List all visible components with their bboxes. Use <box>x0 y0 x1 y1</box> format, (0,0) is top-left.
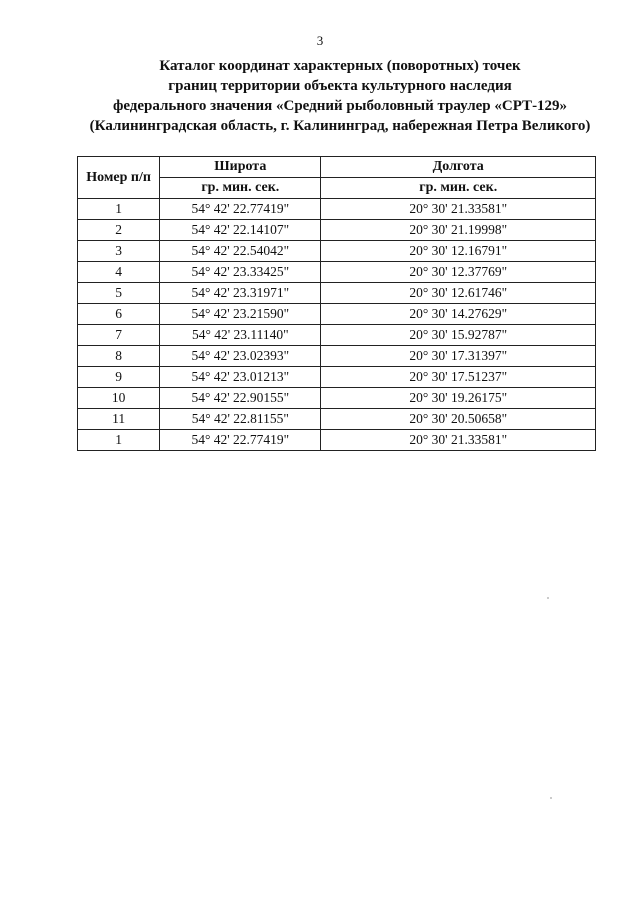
point-number-cell: 7 <box>78 325 160 346</box>
longitude-cell: 20° 30' 19.26175" <box>321 388 596 409</box>
longitude-cell: 20° 30' 21.19998" <box>321 220 596 241</box>
table-row <box>78 241 596 262</box>
longitude-cell: 20° 30' 14.27629" <box>321 304 596 325</box>
title-line: (Калининградская область, г. Калининград, набережная Петра Великого) <box>89 118 591 134</box>
header-number: Номер п/п <box>78 157 160 199</box>
point-number-cell: 9 <box>78 367 160 388</box>
longitude-cell: 20° 30' 12.37769" <box>321 262 596 283</box>
point-number-cell: 6 <box>78 304 160 325</box>
latitude-cell: 54° 42' 22.54042" <box>160 241 321 262</box>
table-row <box>78 325 596 346</box>
header-longitude: Долгота <box>321 157 596 178</box>
title-line: границ территории объекта культурного наследия <box>168 78 512 94</box>
latitude-cell: 54° 42' 22.77419" <box>160 199 321 220</box>
longitude-cell: 20° 30' 12.16791" <box>321 241 596 262</box>
point-number-cell: 2 <box>78 220 160 241</box>
header-latitude-unit: гр. мин. сек. <box>160 178 321 199</box>
latitude-cell: 54° 42' 22.90155" <box>160 388 321 409</box>
latitude-cell: 54° 42' 23.21590" <box>160 304 321 325</box>
point-number-cell: 1 <box>78 199 160 220</box>
coordinates-table <box>77 156 596 451</box>
table-row <box>78 409 596 430</box>
table-body <box>78 199 596 451</box>
latitude-cell: 54° 42' 22.14107" <box>160 220 321 241</box>
table-row <box>78 199 596 220</box>
longitude-cell: 20° 30' 21.33581" <box>321 430 596 451</box>
latitude-cell: 54° 42' 22.77419" <box>160 430 321 451</box>
latitude-cell: 54° 42' 23.11140" <box>160 325 321 346</box>
longitude-cell: 20° 30' 17.51237" <box>321 367 596 388</box>
table-row <box>78 262 596 283</box>
latitude-cell: 54° 42' 23.01213" <box>160 367 321 388</box>
header-longitude-unit: гр. мин. сек. <box>321 178 596 199</box>
longitude-cell: 20° 30' 17.31397" <box>321 346 596 367</box>
header-row <box>78 157 596 178</box>
longitude-cell: 20° 30' 15.92787" <box>321 325 596 346</box>
table-row <box>78 346 596 367</box>
latitude-cell: 54° 42' 23.02393" <box>160 346 321 367</box>
header-latitude: Широта <box>160 157 321 178</box>
table-row <box>78 388 596 409</box>
title-line: Каталог координат характерных (поворотных) точек <box>159 58 521 74</box>
longitude-cell: 20° 30' 12.61746" <box>321 283 596 304</box>
latitude-cell: 54° 42' 23.31971" <box>160 283 321 304</box>
table-row <box>78 283 596 304</box>
page-number: 3 <box>316 33 324 48</box>
point-number-cell: 8 <box>78 346 160 367</box>
table-row <box>78 367 596 388</box>
table-header <box>78 157 596 199</box>
table-row <box>78 220 596 241</box>
point-number-cell: 5 <box>78 283 160 304</box>
longitude-cell: 20° 30' 21.33581" <box>321 199 596 220</box>
table-row <box>78 304 596 325</box>
document-title <box>40 56 640 136</box>
latitude-cell: 54° 42' 23.33425" <box>160 262 321 283</box>
point-number-cell: 10 <box>78 388 160 409</box>
scan-speck <box>550 797 552 799</box>
point-number-cell: 11 <box>78 409 160 430</box>
scan-speck <box>547 597 549 599</box>
point-number-cell: 3 <box>78 241 160 262</box>
longitude-cell: 20° 30' 20.50658" <box>321 409 596 430</box>
table-row <box>78 430 596 451</box>
title-line: федерального значения «Средний рыболовный траулер «СРТ-129» <box>112 98 568 114</box>
latitude-cell: 54° 42' 22.81155" <box>160 409 321 430</box>
point-number-cell: 1 <box>78 430 160 451</box>
point-number-cell: 4 <box>78 262 160 283</box>
